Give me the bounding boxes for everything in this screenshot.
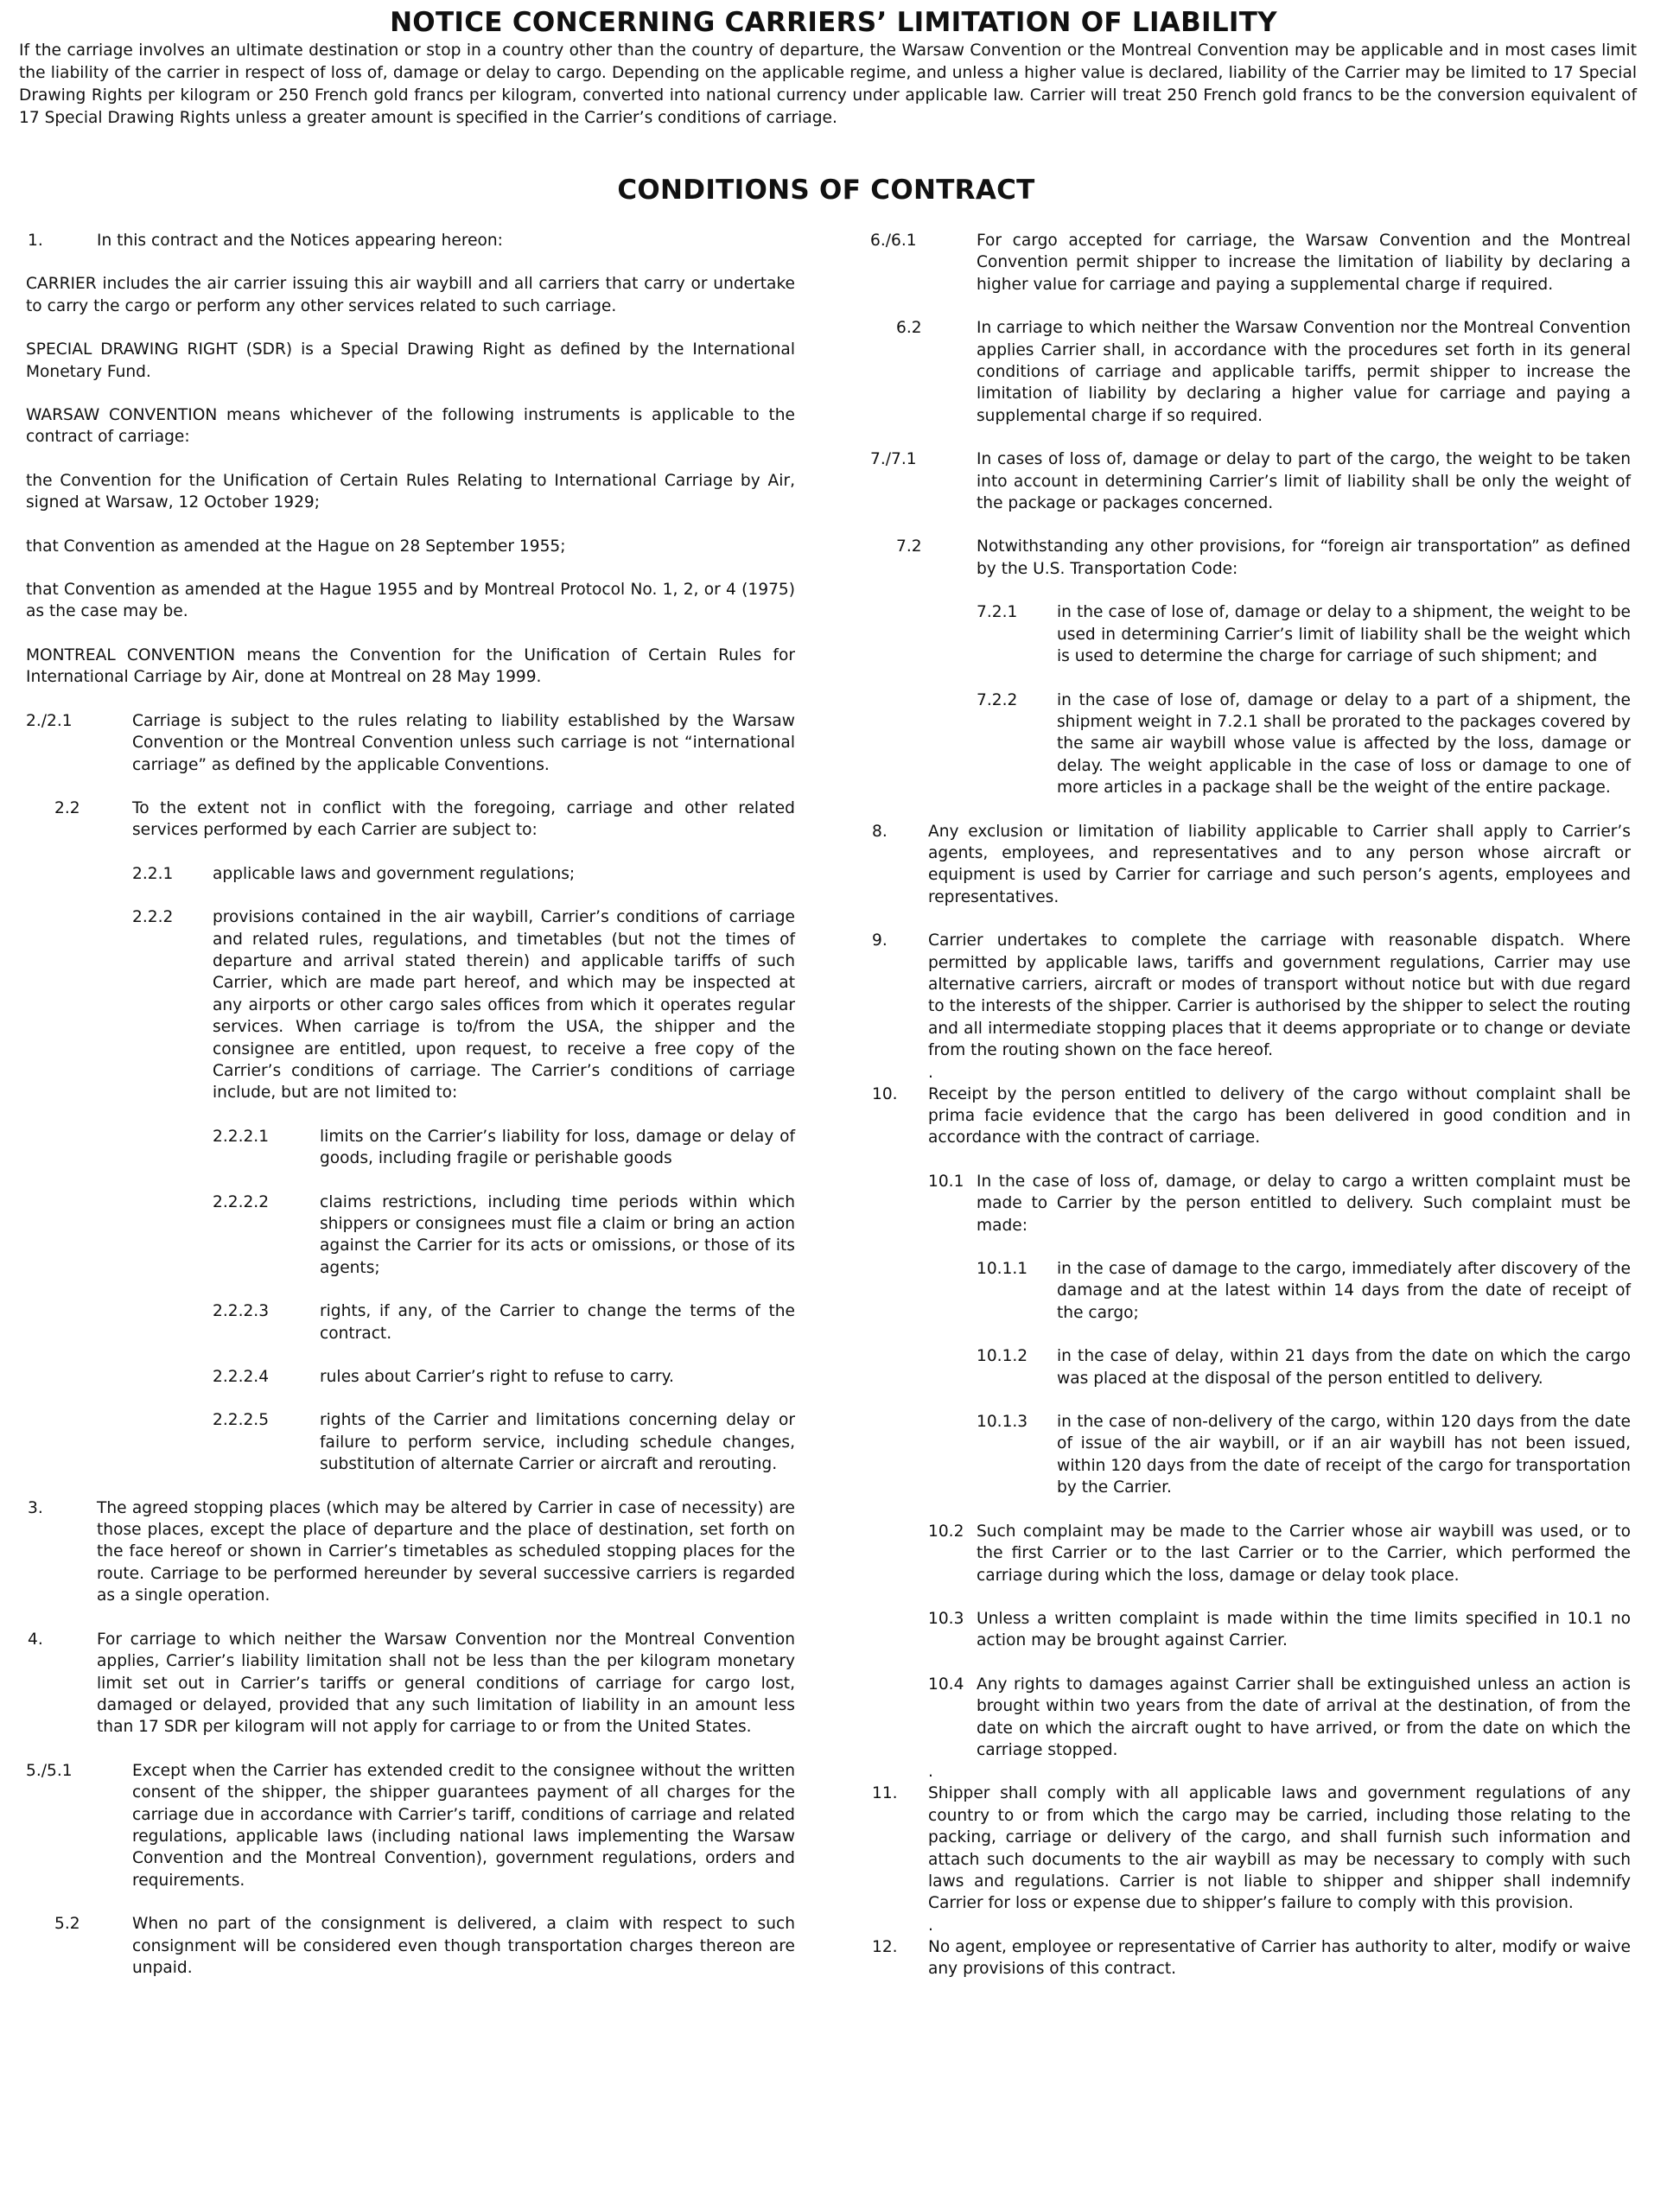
clause: [26, 710, 795, 776]
clause: [26, 798, 795, 842]
clause-number: 10.1.2: [977, 1347, 1028, 1366]
clause-text: Any exclusion or limitation of liability applicable to Carrier shall apply to Carrier’s agents, employees, and representatives and to any person whose aircraft or equipment is used by Carrier for carriage and such person’s agents, employees and representatives.: [928, 822, 1631, 906]
clause-number: 2.2.2: [132, 908, 174, 927]
clause: [870, 448, 1631, 514]
right-column: [870, 230, 1631, 2002]
clause-text: the Convention for the Unification of Certain Rules Relating to International Carriage by Air, signed at Warsaw, 12 October 1929;: [26, 471, 795, 512]
clause-number: 10.: [872, 1084, 898, 1103]
clause: [26, 863, 795, 885]
clause-text: in the case of lose of, damage or delay to a shipment, the weight to be used in determining Carrier’s limit of liability shall be the weight which is used to determine the charge for carriage of such shipment; and: [1057, 603, 1631, 666]
clause: [870, 1783, 1631, 1914]
clause-text: No agent, employee or representative of Carrier has authority to alter, modify or waive any provisions of this contract.: [928, 1937, 1631, 1979]
clause-number: 7.2.1: [977, 603, 1018, 622]
clause-text: rules about Carrier’s right to refuse to carry.: [320, 1368, 674, 1387]
clause: [870, 1258, 1631, 1324]
clause: [870, 1345, 1631, 1389]
clause-text: Unless a written complaint is made within the time limits specified in 10.1 no action may be brought against Carrier.: [977, 1609, 1631, 1650]
clause-number: 2.2.2.1: [213, 1127, 270, 1146]
clause-text: MONTREAL CONVENTION means the Convention for the Unification of Certain Rules for International Carriage by Air, done at Montreal on 28 May 1999.: [26, 645, 795, 687]
clause: [870, 821, 1631, 909]
clause-text: provisions contained in the air waybill, Carrier’s conditions of carriage and related rules, regulations, and timetables (but not the times of departure and arrival stated therein) and applicable tariffs of such Carrier, which are made part hereof, and which may be inspected at any airports or other cargo sales offices from which it operates regular services. When carriage is to/from the USA, the shipper and the consignee are entitled, upon request, to receive a free copy of the Carrier’s conditions of carriage. The Carrier’s conditions of carriage include, but are not limited to:: [213, 908, 795, 1103]
clause-number: 2./2.1: [26, 711, 73, 730]
clause-number: 7.2.2: [977, 690, 1018, 709]
clause-text: WARSAW CONVENTION means whichever of the following instruments is applicable to the contract of carriage:: [26, 406, 795, 447]
clause-number: 10.3: [928, 1609, 964, 1628]
clause-text: Shipper shall comply with all applicable laws and government regulations of any country to or from which the cargo may be carried, including those relating to the packing, carriage or delivery of the cargo, and shall furnish such information and attach such documents to the air waybill as may be necessary to comply with such laws and regulations. Carrier is not liable to shipper and shipper shall indemnify Carrier for loss or expense due to shipper’s failure to comply with this provision.: [928, 1784, 1631, 1913]
clause: [26, 1629, 795, 1738]
clause-number: 7./7.1: [870, 450, 917, 469]
clause-number: 2.2.1: [132, 864, 174, 883]
clause: [26, 404, 795, 448]
clause-number: 5.2: [54, 1915, 80, 1934]
clause-text: Such complaint may be made to the Carrier whose air waybill was used, or to the first Carrier or to the last Carrier or to the Carrier, which performed the carriage during which the loss, damage or delay took place.: [977, 1522, 1631, 1585]
clause-number: 10.1: [928, 1172, 964, 1191]
clause-number: 10.1.3: [977, 1413, 1028, 1432]
clause-number: 10.1.1: [977, 1260, 1028, 1279]
clause-text: in the case of delay, within 21 days from the date on which the cargo was placed at the disposal of the person entitled to delivery.: [1057, 1347, 1631, 1388]
clause: [870, 230, 1631, 296]
clause-text: In the case of loss of, damage, or delay to cargo a written complaint must be made to Carrier by the person entitled to delivery. Such complaint must be made:: [977, 1172, 1631, 1235]
clause-number: 10.2: [928, 1522, 964, 1541]
clause: [26, 1497, 795, 1607]
clause-text: in the case of non-delivery of the cargo, within 120 days from the date of issue of the air waybill, or if an air waybill has not been issued, within 120 days from the date of receipt of the cargo for transportation by the Carrier.: [1057, 1413, 1631, 1497]
clause: [870, 930, 1631, 1061]
clause-number: 11.: [872, 1784, 898, 1803]
clause-text: The agreed stopping places (which may be altered by Carrier in case of necessity) are those places, except the place of departure and the place of destination, set forth on the face hereof or shown in Carrier’s timetables as scheduled stopping places for the route. Carriage to be performed hereunder by several successive carriers is regarded as a single operation.: [97, 1498, 795, 1605]
clause-text: limits on the Carrier’s liability for loss, damage or delay of goods, including fragile or perishable goods: [320, 1127, 795, 1168]
clause-text: rights of the Carrier and limitations concerning delay or failure to perform service, including schedule changes, substitution of alternate Carrier or aircraft and rerouting.: [320, 1411, 795, 1474]
clause-text: Except when the Carrier has extended credit to the consignee without the written consent of the shipper, the shipper guarantees payment of all charges for the carriage due in accordance with Carrier’s tariff, conditions of carriage and related regulations, applicable laws (including national laws implementing the Warsaw Convention and the Montreal Convention), government regulations, orders and requirements.: [132, 1761, 795, 1890]
notice-body: If the carriage involves an ultimate destination or stop in a country other than the country of departure, the Warsaw Convention or the Montreal Convention may be applicable and in most cases limit the liability of the carrier in respect of loss of, damage or delay to cargo. Depending on the applicable regime, and unless a higher value is declared, liability of the Carrier may be limited to 17 Special Drawing Rights per kilogram or 250 French gold francs per kilogram, converted into national currency under applicable law. Carrier will treat 250 French gold francs to be the conversion equivalent of 17 Special Drawing Rights unless a greater amount is specified in the Carrier’s conditions of carriage.: [19, 41, 1637, 127]
clause: [870, 690, 1631, 799]
clause-text: in the case of damage to the cargo, immediately after discovery of the damage and at the latest within 14 days from the date of receipt of the cargo;: [1057, 1260, 1631, 1322]
clause-text: that Convention as amended at the Hague on 28 September 1955;: [26, 537, 566, 556]
clause-number: 3.: [28, 1498, 43, 1517]
clause-number: 12.: [872, 1937, 898, 1956]
clause-text: In carriage to which neither the Warsaw Convention nor the Montreal Convention applies Carrier shall, in accordance with the procedures set forth in its general conditions of carriage and applicable tariffs, permit shipper to increase the limitation of liability by declaring a higher value for carriage and paying a supplemental charge if so required.: [977, 319, 1631, 425]
clause-text: SPECIAL DRAWING RIGHT (SDR) is a Special Drawing Right as defined by the International Monetary Fund.: [26, 340, 795, 381]
clause: [870, 536, 1631, 580]
clause-text: For cargo accepted for carriage, the Warsaw Convention and the Montreal Convention permit shipper to increase the limitation of liability by declaring a higher value for carriage and paying a supplemental charge if required.: [977, 232, 1631, 294]
clause-text: For carriage to which neither the Warsaw Convention nor the Montreal Convention applies, Carrier’s liability limitation shall not be less than the per kilogram monetary limit set out in Carrier’s tariffs or general conditions of carriage for cargo lost, damaged or delayed, provided that any such limitation of liability in an amount less than 17 SDR per kilogram will not apply for carriage to or from the United States.: [97, 1630, 795, 1737]
clause-number: 6.2: [896, 319, 922, 338]
clause: [870, 1674, 1631, 1762]
notice-title: NOTICE CONCERNING CARRIERS’ LIMITATION OF LIABILITY: [390, 7, 1277, 38]
clause: [870, 1936, 1631, 1980]
clause: [26, 1300, 795, 1344]
stray-dot: .: [928, 1916, 933, 1935]
clause: [26, 339, 795, 383]
clause-number: 2.2.2.4: [213, 1368, 270, 1387]
clause: [870, 1608, 1631, 1652]
clause: [26, 1913, 795, 1979]
clause-text: Carriage is subject to the rules relating to liability established by the Warsaw Convention or the Montreal Convention unless such carriage is not “international carriage” as defined by the applicable Conventions.: [132, 711, 795, 774]
clause: [870, 1521, 1631, 1586]
clause: [870, 601, 1631, 667]
clause: [26, 645, 795, 689]
clause: [26, 1366, 795, 1388]
clause: [870, 317, 1631, 427]
clause: [26, 1760, 795, 1891]
clause: [26, 230, 795, 251]
clause: [26, 470, 795, 514]
clause: [26, 536, 795, 557]
clause: [26, 1409, 795, 1475]
clause-number: 2.2.2.3: [213, 1302, 270, 1321]
clause-number: 2.2.2.2: [213, 1192, 270, 1211]
clause-number: 10.4: [928, 1675, 964, 1694]
clause: [26, 1126, 795, 1170]
clause-text: applicable laws and government regulations;: [213, 864, 576, 883]
clause: [26, 579, 795, 623]
clause-number: 7.2: [896, 537, 922, 556]
clause-number: 6./6.1: [870, 232, 917, 250]
clause: [26, 273, 795, 317]
clause-text: In cases of loss of, damage or delay to part of the cargo, the weight to be taken into account in determining Carrier’s limit of liability shall be only the weight of the package or packages concerned.: [977, 450, 1631, 513]
clause-text: When no part of the consignment is delivered, a claim with respect to such consignment will be considered even though transportation charges thereon are unpaid.: [132, 1915, 795, 1977]
clause-number: 2.2: [54, 798, 80, 817]
stray-dot: .: [928, 1763, 933, 1782]
clause-number: 9.: [872, 931, 888, 950]
clause-number: 2.2.2.5: [213, 1411, 270, 1430]
clause-text: that Convention as amended at the Hague 1955 and by Montreal Protocol No. 1, 2, or 4 (1975) as the case may be.: [26, 581, 795, 621]
conditions-title: CONDITIONS OF CONTRACT: [617, 175, 1035, 206]
clause: [26, 1192, 795, 1280]
clause-text: rights, if any, of the Carrier to change the terms of the contract.: [320, 1302, 795, 1343]
clause-number: 5./5.1: [26, 1761, 73, 1780]
clause-text: CARRIER includes the air carrier issuing this air waybill and all carriers that carry or undertake to carry the cargo or perform any other services related to such carriage.: [26, 275, 795, 315]
clause-number: 1.: [28, 232, 43, 250]
clause: [870, 1171, 1631, 1236]
clause-text: To the extent not in conflict with the foregoing, carriage and other related services performed by each Carrier are subject to:: [132, 798, 795, 840]
clause-text: In this contract and the Notices appearing hereon:: [97, 232, 503, 250]
clause-text: in the case of lose of, damage or delay to a part of a shipment, the shipment weight in 7.2.1 shall be prorated to the packages covered by the same air waybill whose value is affected by the loss, damage or delay. The weight applicable in the case of loss or damage to one of more articles in a package shall be the weight of the entire package.: [1057, 690, 1631, 798]
clause-text: Carrier undertakes to complete the carriage with reasonable dispatch. Where permitted by applicable laws, tariffs and government regulations, Carrier may use alternative carriers, aircraft or modes of transport without notice but with due regard to the interests of the shipper. Carrier is authorised by the shipper to select the routing and all intermediate stopping places that it deems appropriate or to change or deviate from the routing shown on the face hereof.: [928, 931, 1631, 1060]
clause-number: 4.: [28, 1630, 43, 1649]
left-column: [26, 230, 795, 2000]
clause: [870, 1084, 1631, 1149]
clause-text: claims restrictions, including time periods within which shippers or consignees must file a claim or bring an action against the Carrier for its acts or omissions, or those of its agents;: [320, 1192, 795, 1277]
stray-dot: .: [928, 1063, 933, 1082]
clause-text: Any rights to damages against Carrier shall be extinguished unless an action is brought within two years from the date of arrival at the destination, of from the date on which the aircraft ought to have arrived, or from the date on which the carriage stopped.: [977, 1675, 1631, 1759]
clause: [870, 1411, 1631, 1499]
clause-number: 8.: [872, 822, 888, 841]
clause-text: Notwithstanding any other provisions, for “foreign air transportation” as defined by the U.S. Transportation Code:: [977, 537, 1631, 578]
clause: [26, 906, 795, 1104]
clause-text: Receipt by the person entitled to delivery of the cargo without complaint shall be prima facie evidence that the cargo has been delivered in good condition and in accordance with the contract of carriage.: [928, 1084, 1631, 1147]
